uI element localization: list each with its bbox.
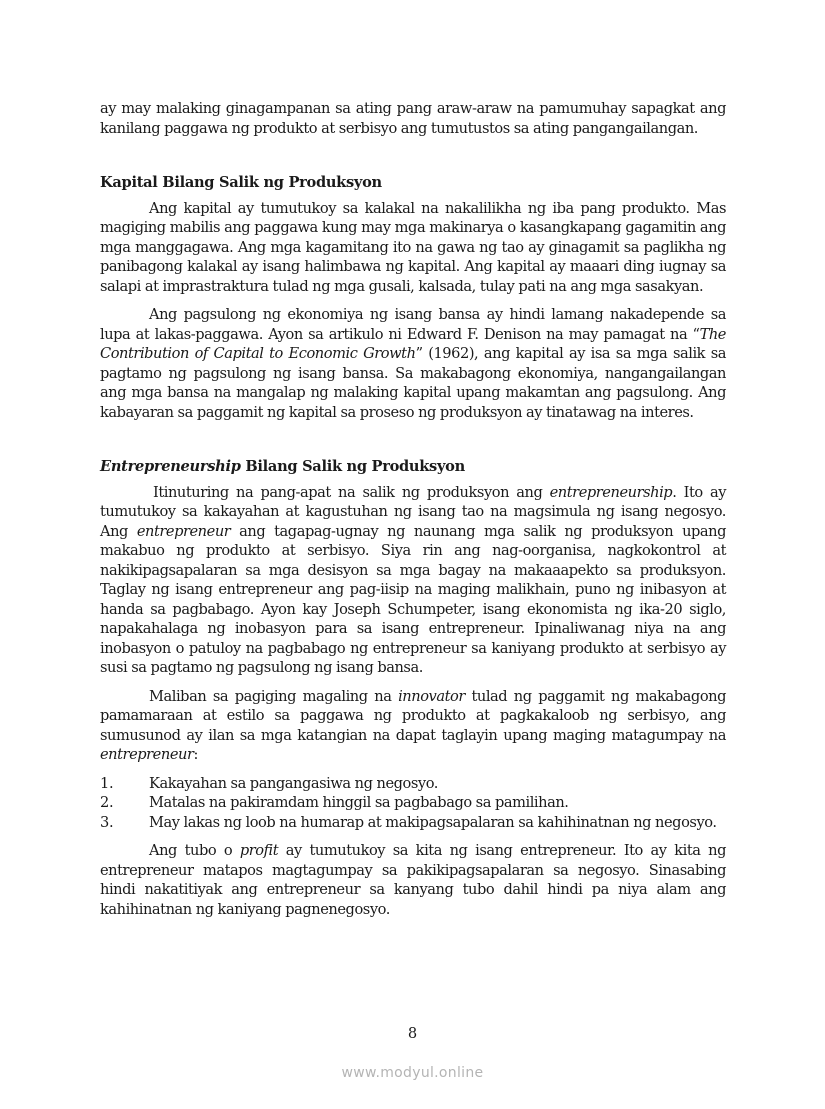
text-run: . Ito ay tumutukoy sa kakayahan at kagustuhan ng isang tao na magsimula ng isang negosyo. Ang: [100, 483, 726, 540]
text-run: tulad ng paggamit ng makabagong pamamaraan at estilo sa paggawa ng produkto at pagkakaloob ng serbisyo, ang sumusunod ay ilan sa mga katangian na dapat taglayin upang maging matagumpay na: [100, 687, 727, 744]
spacer: [100, 138, 726, 173]
italic-term: entrepreneurship: [549, 483, 673, 501]
text-run: ay tumutukoy sa kita ng isang entrepreneur. Ito ay kita ng entrepreneur matapos magtagumpay sa pakikipagsapalaran sa negosyo. Sinasabing hindi nakatitiyak ang entrepreneur sa kanyang tubo dahil hindi pa niya alam ang kahihinatnan ng kaniyang pagnenegosyo.: [100, 842, 726, 918]
watermark-url: www.modyul.online: [341, 1065, 484, 1081]
list-item: [100, 793, 726, 813]
text-run: ” (1962), ang kapital ay isa sa mga salik sa pagtamo ng pagsulong ng isang bansa. Sa makabagong ekonomiya, nangangailangan ang mga bansa na mangalap ng malaking kapital upang makamtan ang pagsulong. Ang kabayaran sa paggamit ng kapital sa proseso ng produksyon ay tinatawag na interes.: [100, 345, 727, 421]
list-item-number: 1.: [100, 774, 114, 792]
list-item: [100, 774, 726, 794]
entrepreneurship-paragraph-3: [100, 841, 726, 919]
italic-term: innovator: [398, 687, 465, 705]
entrepreneurship-paragraph-1: [100, 483, 726, 678]
heading-rest: Bilang Salik ng Produksyon: [240, 458, 465, 475]
list-item-number: 3.: [100, 813, 114, 831]
spacer: [100, 765, 726, 774]
spacer: [100, 832, 726, 841]
list-item-text: May lakas ng loob na humarap at makipagsapalaran sa kahihinatnan ng negosyo.: [149, 813, 717, 831]
entrepreneur-traits-list: [100, 774, 726, 833]
intro-paragraph: ay may malaking ginagampanan sa ating pang araw-araw na pamumuhay sapagkat ang kanilang paggawa ng produkto at serbisyo ang tumutustos sa ating pangangailangan.: [100, 100, 726, 137]
text-run: Maliban sa pagiging magaling na: [149, 687, 399, 705]
heading-italic-term: Entrepreneurship: [100, 458, 241, 475]
document-page: [100, 99, 726, 919]
kapital-paragraph-1: Ang kapital ay tumutukoy sa kalakal na nakalilikha ng iba pang produkto. Mas magiging mabilis ang paggawa kung may mga makinarya o kasangkapang gagamitin ang mga manggagawa. Ang mga kagamitang ito na gawa ng tao ay ginagamit sa paglikha ng panibagong kalakal ay isang halimbawa ng kapital. Ang kapital ay maaari ding iugnay sa salapi at imprastraktura tulad ng mga gusali, kalsada, tulay pati na ang mga sasakyan.: [100, 199, 726, 295]
spacer: [100, 296, 726, 305]
spacer: [100, 422, 726, 457]
spacer: [100, 678, 726, 687]
italic-term: entrepreneur: [100, 746, 194, 763]
section-heading-kapital: Kapital Bilang Salik ng Produksyon: [100, 174, 382, 191]
article-title: The Contribution of Capital to Economic Growth: [100, 325, 726, 362]
text-run: Ang tubo o: [149, 842, 240, 859]
italic-term: entrepreneur: [136, 522, 231, 540]
text-run: Ang pagsulong ng ekonomiya ng isang bansa ay hindi lamang nakadepende sa lupa at lakas-paggawa. Ayon sa artikulo ni Edward F. Denison na may pamagat na “: [100, 306, 726, 343]
text-run: Itinuturing na pang-apat na salik ng produksyon ang: [153, 483, 550, 501]
page-number: 8: [407, 1025, 418, 1042]
entrepreneurship-paragraph-2: [100, 687, 726, 765]
text-run: ang tagapag-ugnay ng naunang mga salik ng produksyon upang makabuo ng produkto at serbisyo. Siya rin ang nag-oorganisa, nagkokontrol at nakikipagsapalaran sa mga desisyon sa mga bagay na makaaapekto sa produksyon. Taglay ng isang entrepreneur ang pag-iisip na maging malikhain, puno ng inibasyon at handa sa pagbabago. Ayon kay Joseph Schumpeter, isang ekonomista ng ika-20 siglo, napakahalaga ng inobasyon para sa isang entrepreneur. Ipinaliwanag niya na ang inobasyon o patuloy na pagbabago ng entrepreneur sa kaniyang produkto at serbisyo ay susi sa pagtamo ng pagsulong ng isang bansa.: [100, 522, 726, 676]
list-item-number: 2.: [100, 794, 114, 811]
list-item-text: Matalas na pakiramdam hinggil sa pagbabago sa pamilihan.: [149, 794, 569, 811]
list-item-text: Kakayahan sa pangangasiwa ng negosyo.: [149, 774, 438, 792]
kapital-paragraph-2: [100, 305, 726, 422]
text-run: :: [193, 746, 198, 763]
list-item: [100, 813, 726, 833]
section-heading-entrepreneurship: [100, 457, 726, 477]
italic-term: profit: [239, 842, 279, 859]
